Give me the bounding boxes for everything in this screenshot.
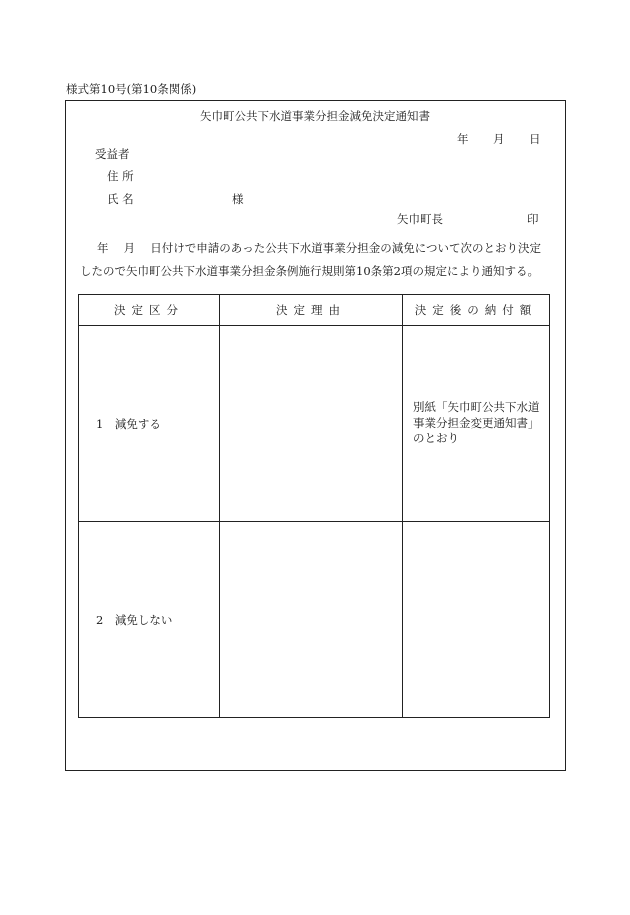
date-day-label: 日 xyxy=(529,132,541,146)
address-label: 住 所 xyxy=(107,169,134,183)
amount-text-line: 事業分担金変更通知書」 xyxy=(413,415,540,430)
date-year-label: 年 xyxy=(457,132,469,146)
table-header-row xyxy=(79,295,550,326)
date-month-label: 月 xyxy=(493,132,505,146)
decision-table xyxy=(78,294,550,718)
row-category-no-reduce: 2 減免しない xyxy=(79,522,220,718)
body-text-line-1: 年 月 日付けで申請のあった公共下水道事業分担金の減免について次のとおり決定 xyxy=(97,241,541,255)
seal-mark: 印 xyxy=(527,212,539,226)
amount-text-line: のとおり xyxy=(413,431,459,446)
amount-text-line: 別紙「矢巾町公共下水道 xyxy=(413,400,540,415)
header-amount-after-decision: 決定後の納付額 xyxy=(403,295,550,326)
header-decision-reason: 決定理由 xyxy=(220,295,403,326)
document-title: 矢巾町公共下水道事業分担金減免決定通知書 xyxy=(200,109,430,123)
issuer-title: 矢巾町長 xyxy=(397,212,443,226)
body-text-line-2: したので矢巾町公共下水道事業分担金条例施行規則第10条第2項の規定により通知する。 xyxy=(80,264,539,278)
form-number-label: 様式第10号(第10条関係) xyxy=(66,82,197,96)
table-row xyxy=(79,326,550,522)
table-row xyxy=(79,522,550,718)
row-category-reduce: 1 減免する xyxy=(79,326,220,522)
row-reason-cell xyxy=(220,326,403,522)
row-reason-cell xyxy=(220,522,403,718)
row-amount-cell xyxy=(403,326,550,522)
honorific-sama: 様 xyxy=(232,192,244,206)
name-label: 氏 名 xyxy=(107,192,134,206)
header-decision-category: 決定区分 xyxy=(79,295,220,326)
beneficiary-label: 受益者 xyxy=(95,147,130,161)
row-amount-cell xyxy=(403,522,550,718)
